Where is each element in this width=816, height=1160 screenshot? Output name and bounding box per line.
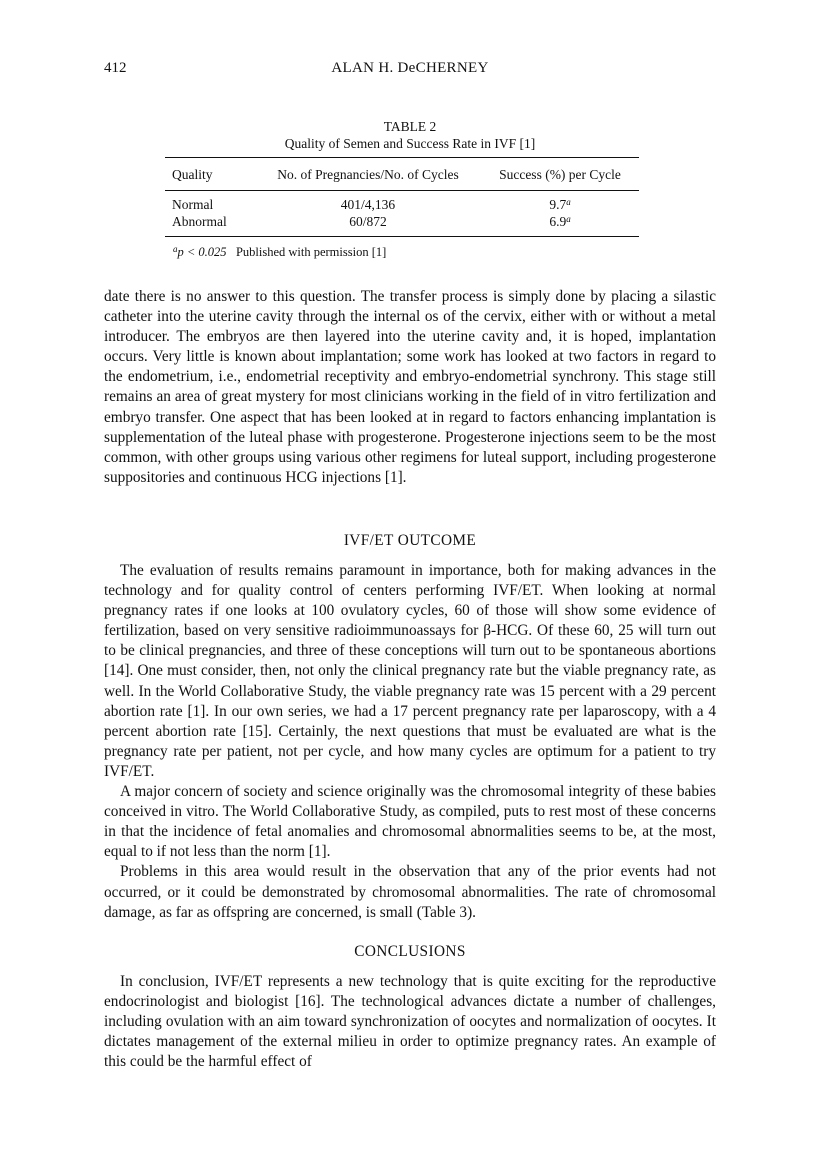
- table-caption: [104, 118, 716, 152]
- section-heading-outcome: IVF/ET OUTCOME: [343, 532, 477, 549]
- cell-success-value: 6.9: [549, 214, 567, 229]
- cell-quality: Normal: [172, 197, 214, 212]
- paragraph-text: date there is no answer to this question. The transfer process is simply done by placing a silastic catheter into the uterine cavity through the internal os of the cervix, either with or without a metal introducer. The embryos are then layered into the uterine cavity and, it is hoped, implantation occurs. Very little is known about implantation; some work has looked at two factors in regard to the endometrium, i.e., endometrial receptivity and embryo-endometrial synchrony. This stage still remains an area of great mystery for most clinicians working in the field of in vitro fertilization and embryo transfer. One aspect that has been looked at in regard to factors enhancing implantation is supplementation of the luteal phase with progesterone. Progesterone injections seem to be the most common, with other groups using various other regimens for luteal support, including progesterone suppositories and continuous HCG injections [1].: [104, 288, 716, 486]
- cell-success: [485, 197, 635, 213]
- table-row: [165, 197, 639, 214]
- column-header-ratio: No. of Pregnancies/No. of Cycles: [277, 167, 459, 182]
- table-row: [165, 214, 639, 231]
- cell-quality: Abnormal: [172, 214, 227, 229]
- table-label: TABLE 2: [383, 119, 437, 134]
- paragraph-text: In conclusion, IVF/ET represents a new technology that is quite exciting for the reproductive endocrinologist and biologist [16]. The technological advances dictate a number of challenges, including ovulation with an aim toward synchronization of oocytes and normalization of oocytes. It dictates management of the external milieu in order to optimize pregnancy rates. An example of this could be the harmful effect of: [104, 973, 716, 1071]
- column-header-quality: Quality: [172, 167, 213, 182]
- cell-success-value: 9.7: [549, 197, 567, 212]
- footnote-marker: a: [566, 197, 571, 207]
- table-header-rule: [165, 190, 639, 191]
- running-head-author: ALAN H. DeCHERNEY: [331, 60, 489, 76]
- footnote-marker: a: [566, 214, 571, 224]
- cell-ratio: 60/872: [349, 214, 387, 229]
- cell-success: [485, 214, 635, 230]
- conclusions-body: [104, 972, 716, 1072]
- running-header: [104, 60, 716, 84]
- column-header-success: Success (%) per Cycle: [499, 167, 621, 182]
- paragraph-text: Problems in this area would result in the observation that any of the prior events had not occurred, or it could be demonstrated by chromosomal abnormalities. The rate of chromosomal damage, as far as offspring are concerned, is small (Table 3).: [104, 863, 716, 921]
- section-heading-conclusions: CONCLUSIONS: [354, 943, 466, 960]
- data-table: [165, 157, 639, 237]
- outcome-body: [104, 561, 716, 923]
- table-header-row: [165, 158, 639, 190]
- cell-ratio: 401/4,136: [340, 197, 396, 212]
- paragraph-text: A major concern of society and science originally was the chromosomal integrity of these babies conceived in vitro. The World Collaborative Study, as compiled, puts to rest most of these concerns in that the incidence of fetal anomalies and chromosomal abnormalities seems to be, at the most, equal to if not less than the norm [1].: [104, 783, 716, 861]
- paragraph-text: The evaluation of results remains paramount in importance, both for making advances in the technology and for quality control of centers performing IVF/ET. When looking at normal pregnancy rates if one looks at 100 ovulatory cycles, 60 of those will show some evidence of fertilization, based on very sensitive radioimmunoassays for β-HCG. Of these 60, 25 will turn out to be clinical pregnancies, and three of these conceptions will turn out to be spontaneous abortions [14]. One must consider, then, not only the clinical pregnancy rate but the viable pregnancy rate, as well. In the World Collaborative Study, the viable pregnancy rate was 15 percent with a 29 percent abortion rate [1]. In our own series, we had a 17 percent pregnancy rate per laparoscopy, with a 4 percent abortion rate [15]. Certainly, the next questions that must be evaluated are what is the pregnancy rate per patient, not per cycle, and how many cycles are optimum for a patient to try IVF/ET.: [104, 562, 716, 780]
- table-bottom-rule: [165, 236, 639, 237]
- footnote-text: p < 0.025: [177, 245, 227, 259]
- table-title: Quality of Semen and Success Rate in IVF [1]: [284, 136, 536, 151]
- table-footnote: [173, 244, 386, 260]
- footnote-mark: a: [173, 244, 178, 254]
- page-number: 412: [104, 60, 127, 76]
- paragraph-transfer: [104, 287, 716, 488]
- footnote-note: Published with permission [1]: [235, 245, 387, 259]
